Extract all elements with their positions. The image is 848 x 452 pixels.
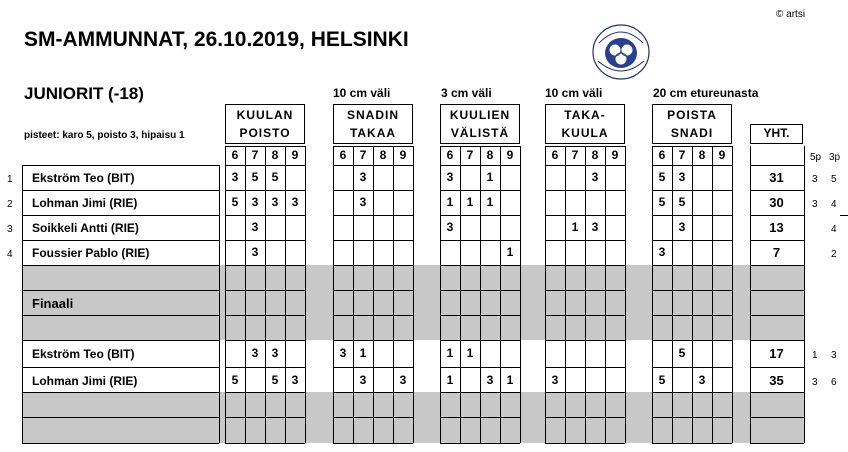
- score-column-line: [692, 146, 693, 443]
- finals-score-cell: 5: [678, 346, 686, 360]
- discipline-header: [333, 104, 413, 144]
- score-cell: 1: [466, 195, 474, 209]
- distance-number: 6: [339, 148, 347, 162]
- player-name: Lohman Jimi (RIE): [32, 196, 138, 210]
- finals-score-cell: 1: [506, 373, 514, 387]
- distance-label-takakuula: 10 cm väli: [545, 86, 603, 100]
- score-cell: 3: [446, 220, 454, 234]
- score-cell: 3: [251, 195, 259, 209]
- finals-score-cell: 3: [339, 346, 347, 360]
- distance-number: 8: [271, 148, 279, 162]
- finals-score-cell: 1: [359, 346, 367, 360]
- rank-number: 1: [7, 174, 13, 185]
- finals-three-point-count: 3: [831, 350, 837, 361]
- score-column-line: [605, 146, 606, 443]
- discipline-line2: POISTO: [239, 126, 291, 140]
- finals-score-cell: 3: [551, 373, 559, 387]
- distance-number: 8: [698, 148, 706, 162]
- total-row-line: [750, 215, 804, 216]
- name-row-line: [22, 443, 219, 444]
- three-point-count: 4: [831, 199, 837, 210]
- score-cell: 3: [678, 220, 686, 234]
- score-cell: 5: [271, 170, 279, 184]
- score-column-line: [285, 146, 286, 443]
- score-column-line: [440, 146, 441, 443]
- division-title: JUNIORIT (-18): [24, 84, 144, 103]
- finals-player-name: Lohman Jimi (RIE): [32, 374, 138, 388]
- total-row-line: [750, 265, 804, 266]
- total-row-line: [750, 340, 804, 341]
- three-point-count: 4: [831, 224, 837, 235]
- score-row-line: [545, 443, 625, 444]
- finals-score-cell: 3: [698, 373, 706, 387]
- name-row-line: [22, 340, 219, 341]
- score-cell: 3: [359, 170, 367, 184]
- score-row-line: [440, 443, 520, 444]
- score-cell: 3: [291, 195, 299, 209]
- discipline-line2: VÄLISTÄ: [450, 126, 510, 140]
- score-cell: 1: [571, 220, 579, 234]
- score-cell: 3: [251, 245, 259, 259]
- score-cell: 1: [446, 195, 454, 209]
- score-cell: 3: [591, 220, 599, 234]
- score-column-line: [333, 146, 334, 443]
- score-column-line: [712, 146, 713, 443]
- score-cell: 3: [231, 170, 239, 184]
- score-row-line: [333, 443, 413, 444]
- score-cell: 3: [591, 170, 599, 184]
- player-name: Soikkeli Antti (RIE): [32, 221, 139, 235]
- score-column-line: [732, 146, 733, 443]
- discipline-header: [225, 104, 305, 144]
- finals-five-point-count: 1: [812, 350, 818, 361]
- score-column-line: [460, 146, 461, 443]
- distance-label-kuulien: 3 cm väli: [441, 86, 492, 100]
- score-column-line: [305, 146, 306, 443]
- score-cell: 3: [678, 170, 686, 184]
- score-cell: 3: [446, 170, 454, 184]
- score-cell: 1: [486, 170, 494, 184]
- score-cell: 5: [251, 170, 259, 184]
- total-row-line: [750, 443, 804, 444]
- scoring-rules: pisteet: karo 5, poisto 3, hipaisu 1: [24, 130, 185, 141]
- finals-score-cell: 5: [231, 373, 239, 387]
- five-point-header: 5p: [810, 152, 822, 163]
- distance-number: 9: [291, 148, 299, 162]
- distance-number: 8: [591, 148, 599, 162]
- three-point-count: 5: [831, 174, 837, 185]
- distance-number: 7: [359, 148, 367, 162]
- score-column-line: [520, 146, 521, 443]
- name-row-line: [22, 215, 219, 216]
- score-column-line: [373, 146, 374, 443]
- discipline-header: [545, 104, 625, 144]
- distance-number: 7: [251, 148, 259, 162]
- rank-number: 2: [7, 199, 13, 210]
- total-row-line: [750, 367, 804, 368]
- rank-number: 4: [7, 249, 13, 260]
- score-row-line: [652, 443, 732, 444]
- score-column-line: [585, 146, 586, 443]
- total-header: YHT.: [750, 124, 803, 144]
- score-cell: 1: [486, 195, 494, 209]
- discipline-line1: TAKA-: [564, 108, 606, 122]
- name-left-line: [22, 165, 23, 443]
- finals-score-cell: 5: [271, 373, 279, 387]
- rank-number: 3: [7, 224, 13, 235]
- name-row-line: [22, 265, 219, 266]
- distance-number: 9: [399, 148, 407, 162]
- finals-player-name: Ekström Teo (BIT): [32, 347, 135, 361]
- finals-score-cell: 3: [251, 346, 259, 360]
- distance-label-poista: 20 cm etureunasta: [653, 86, 759, 100]
- finals-total-score: 35: [769, 373, 784, 388]
- total-score: 31: [769, 170, 784, 185]
- three-point-count: 2: [831, 249, 837, 260]
- finals-score-cell: 3: [399, 373, 407, 387]
- name-row-line: [22, 367, 219, 368]
- total-score: 30: [769, 195, 784, 210]
- total-row-line: [750, 190, 804, 191]
- total-left-line: [750, 146, 751, 443]
- distance-number: 9: [506, 148, 514, 162]
- total-score: 7: [772, 245, 781, 260]
- finals-three-point-count: 6: [831, 377, 837, 388]
- score-column-line: [225, 146, 226, 443]
- score-cell: 3: [359, 195, 367, 209]
- score-column-line: [245, 146, 246, 443]
- name-row-line: [22, 240, 219, 241]
- discipline-line2: TAKAA: [349, 126, 397, 140]
- name-row-line: [22, 315, 219, 316]
- total-row-line: [750, 165, 804, 166]
- finals-five-point-count: 3: [812, 377, 818, 388]
- score-column-line: [480, 146, 481, 443]
- five-point-count: 3: [812, 199, 818, 210]
- distance-number: 6: [231, 148, 239, 162]
- score-column-line: [565, 146, 566, 443]
- total-right-line: [804, 146, 805, 443]
- edge-tick-line: [840, 215, 848, 216]
- finals-score-cell: 3: [486, 373, 494, 387]
- total-row-line: [750, 290, 804, 291]
- score-cell: 5: [658, 195, 666, 209]
- distance-label-snadin: 10 cm väli: [333, 86, 391, 100]
- score-cell: 3: [271, 195, 279, 209]
- score-column-line: [500, 146, 501, 443]
- score-column-line: [625, 146, 626, 443]
- name-row-line: [22, 392, 219, 393]
- player-name: Ekström Teo (BIT): [32, 171, 135, 185]
- discipline-line1: KUULAN: [236, 108, 294, 122]
- discipline-line2: KUULA: [561, 126, 609, 140]
- distance-number: 8: [486, 148, 494, 162]
- copyright-note: © artsi: [776, 9, 806, 20]
- total-row-line: [750, 392, 804, 393]
- total-row-line: [750, 315, 804, 316]
- federation-logo-icon: [592, 23, 650, 81]
- score-row-line: [225, 443, 305, 444]
- distance-number: 6: [446, 148, 454, 162]
- distance-number: 7: [678, 148, 686, 162]
- discipline-header: [440, 104, 520, 144]
- score-cell: 5: [231, 195, 239, 209]
- total-score: 13: [769, 220, 784, 235]
- score-column-line: [413, 146, 414, 443]
- distance-number: 7: [466, 148, 474, 162]
- name-right-line: [219, 165, 220, 443]
- three-point-header: 3p: [829, 152, 841, 163]
- score-column-line: [393, 146, 394, 443]
- name-row-line: [22, 165, 219, 166]
- distance-number: 6: [658, 148, 666, 162]
- name-row-line: [22, 290, 219, 291]
- finals-total-score: 17: [769, 346, 784, 361]
- score-cell: 3: [658, 245, 666, 259]
- finals-score-cell: 1: [446, 346, 454, 360]
- distance-number: 6: [551, 148, 559, 162]
- discipline-line1: KUULIEN: [449, 108, 511, 122]
- finals-score-cell: 3: [271, 346, 279, 360]
- name-row-line: [22, 417, 219, 418]
- distance-number: 7: [571, 148, 579, 162]
- discipline-header: [652, 104, 732, 144]
- score-column-line: [265, 146, 266, 443]
- finals-label: Finaali: [32, 296, 74, 311]
- score-cell: 1: [506, 245, 514, 259]
- score-column-line: [353, 146, 354, 443]
- finals-score-cell: 5: [658, 373, 666, 387]
- score-column-line: [652, 146, 653, 443]
- discipline-line1: POISTA: [667, 108, 717, 122]
- total-row-line: [750, 417, 804, 418]
- discipline-line1: SNADIN: [346, 108, 399, 122]
- five-point-count: 3: [812, 174, 818, 185]
- finals-score-cell: 3: [291, 373, 299, 387]
- score-cell: 3: [251, 220, 259, 234]
- score-column-line: [545, 146, 546, 443]
- finals-score-cell: 1: [446, 373, 454, 387]
- score-column-line: [672, 146, 673, 443]
- total-row-line: [750, 240, 804, 241]
- page-title: SM-AMMUNNAT, 26.10.2019, HELSINKI: [24, 28, 409, 51]
- distance-number: 9: [718, 148, 726, 162]
- distance-number: 8: [379, 148, 387, 162]
- score-cell: 5: [658, 170, 666, 184]
- finals-score-cell: 3: [359, 373, 367, 387]
- score-cell: 5: [678, 195, 686, 209]
- finals-score-cell: 1: [466, 346, 474, 360]
- player-name: Foussier Pablo (RIE): [32, 246, 150, 260]
- distance-number: 9: [611, 148, 619, 162]
- name-row-line: [22, 190, 219, 191]
- discipline-line2: SNADI: [670, 126, 714, 140]
